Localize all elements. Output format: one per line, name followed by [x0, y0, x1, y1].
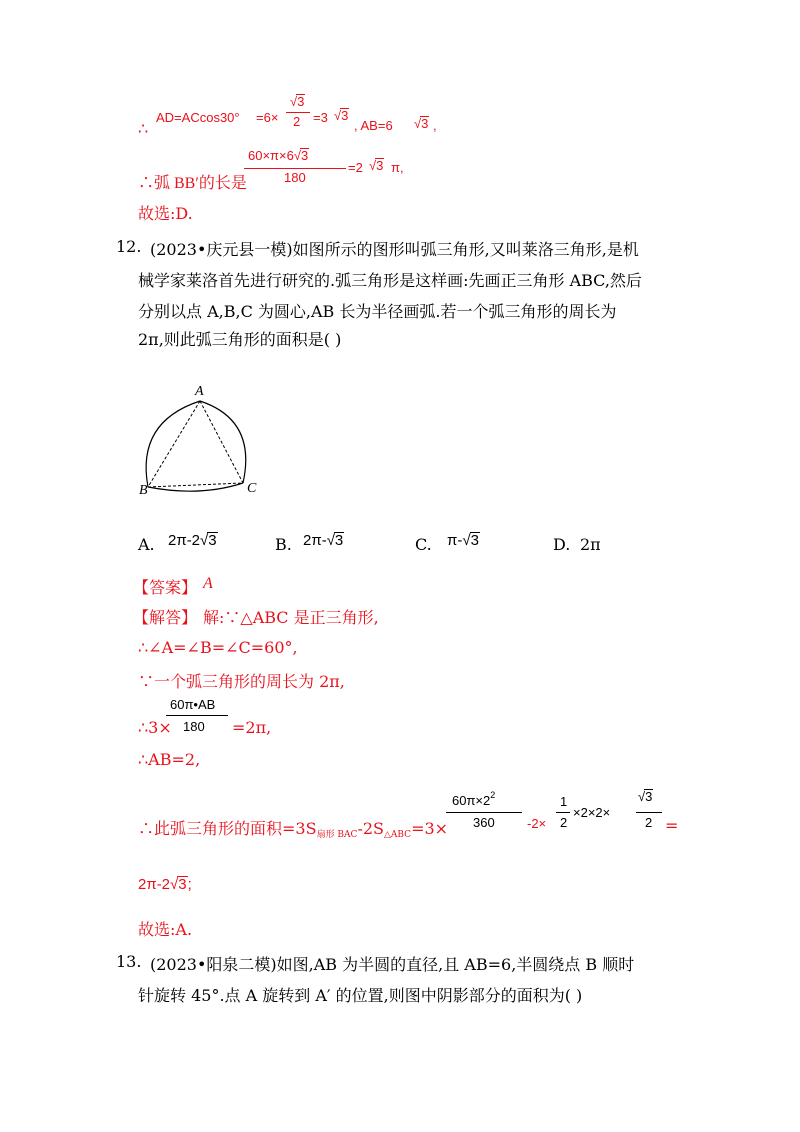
arc-result-rad: √3: [369, 158, 384, 173]
area-frac-num: $60\pi\times 2^2$: [452, 790, 496, 808]
root3-num: √3: [638, 789, 653, 804]
area-result: 2π-2√3;: [138, 876, 192, 893]
area-end: =: [665, 816, 679, 835]
final-answer: 故选:A.: [138, 920, 193, 939]
half-den: 2: [560, 815, 568, 830]
answer-label: 【答案】: [133, 578, 198, 597]
arc-result-end: π,: [391, 160, 404, 175]
question-text-line: (2023•阳泉二模)如图,AB 为半圆的直径,且 AB=6,半圆绕点 B 顺时: [150, 955, 635, 974]
option-b-text: 2π-√3: [303, 532, 344, 549]
figure-label-b: B: [139, 483, 148, 498]
figure-label-a: A: [195, 384, 204, 399]
question-number: 13.: [116, 952, 142, 971]
area-minus: -2×: [527, 816, 547, 831]
ad-expression: AD=ACcos30°: [156, 110, 240, 125]
option-a-text: 2π-2√3: [168, 532, 217, 549]
ad-frac-num: √3: [290, 94, 305, 109]
root3-den: 2: [645, 815, 653, 830]
answer-11: 故选:D.: [138, 204, 193, 223]
step3-suffix: =2π,: [232, 718, 272, 737]
area-frac-den: 360: [473, 815, 495, 830]
option-a-key: A.: [138, 535, 155, 554]
arc-frac-den: 180: [284, 170, 306, 185]
analysis-label: 【解答】: [133, 608, 198, 627]
step3-prefix: ∴3×: [138, 718, 172, 737]
question-text-line: 2π,则此弧三角形的面积是( ): [138, 330, 342, 349]
root3-bar: [636, 812, 662, 813]
option-c-text: π-√3: [447, 532, 479, 549]
ad-tail-rad: √3: [414, 116, 429, 131]
ad-eq1: =6×: [256, 110, 279, 125]
question-text-line: (2023•庆元县一模)如图所示的图形叫弧三角形,又叫莱洛三角形,是机: [150, 240, 639, 259]
area-prefix: ∴此弧三角形的面积=3S扇形 BAC-2S△ABC=3×: [138, 819, 449, 840]
solution-step: ∵一个弧三角形的周长为 2π,: [138, 672, 345, 691]
analysis-text: 解:∵△ABC 是正三角形,: [203, 608, 379, 627]
ad-frac-den: 2: [293, 114, 301, 129]
arc-frac-bar: [244, 168, 346, 169]
option-d-key: D.: [553, 535, 571, 554]
side-ac: [200, 401, 243, 483]
question-text-line: 针旋转 45°.点 A 旋转到 A′ 的位置,则图中阴影部分的面积为( ): [138, 986, 583, 1005]
answer-value: A: [203, 575, 213, 592]
solution-step: ∴∠A=∠B=∠C=60°,: [138, 638, 298, 657]
step3-frac-num: 60π•AB: [170, 697, 216, 712]
ad-rad: √3: [334, 108, 349, 123]
arc-bc: [148, 483, 243, 491]
ad-tail-end: ,: [433, 118, 437, 133]
option-b-key: B.: [275, 535, 292, 554]
therefore-symbol: ∴: [138, 119, 149, 138]
arc-result: =2: [348, 160, 363, 175]
area-times: ×2×2×: [573, 805, 611, 820]
option-c-key: C.: [415, 535, 432, 554]
arc-frac-num: 60×π×6√3: [248, 148, 309, 163]
ad-frac-bar: [286, 112, 310, 113]
half-num: 1: [560, 794, 568, 809]
ad-tail: , AB=6: [354, 118, 393, 133]
arc-length-label: ∴弧 BB′的长是: [138, 175, 247, 192]
question-text-line: 械学家莱洛首先进行研究的.弧三角形是这样画:先画正三角形 ABC,然后: [138, 271, 642, 290]
option-d-text: 2π: [580, 535, 601, 554]
arc-ac: [200, 401, 246, 483]
question-text-line: 分别以点 A,B,C 为圆心,AB 长为半径画弧.若一个弧三角形的周长为: [138, 302, 617, 321]
step3-frac-bar: [166, 715, 228, 716]
step3-frac-den: 180: [183, 719, 205, 734]
figure-label-c: C: [247, 481, 257, 496]
solution-step: ∴AB=2,: [138, 750, 201, 769]
question-number: 12.: [116, 237, 142, 256]
half-bar: [556, 812, 570, 813]
ad-eq2: =3: [313, 110, 328, 125]
area-frac-bar: [446, 812, 522, 813]
